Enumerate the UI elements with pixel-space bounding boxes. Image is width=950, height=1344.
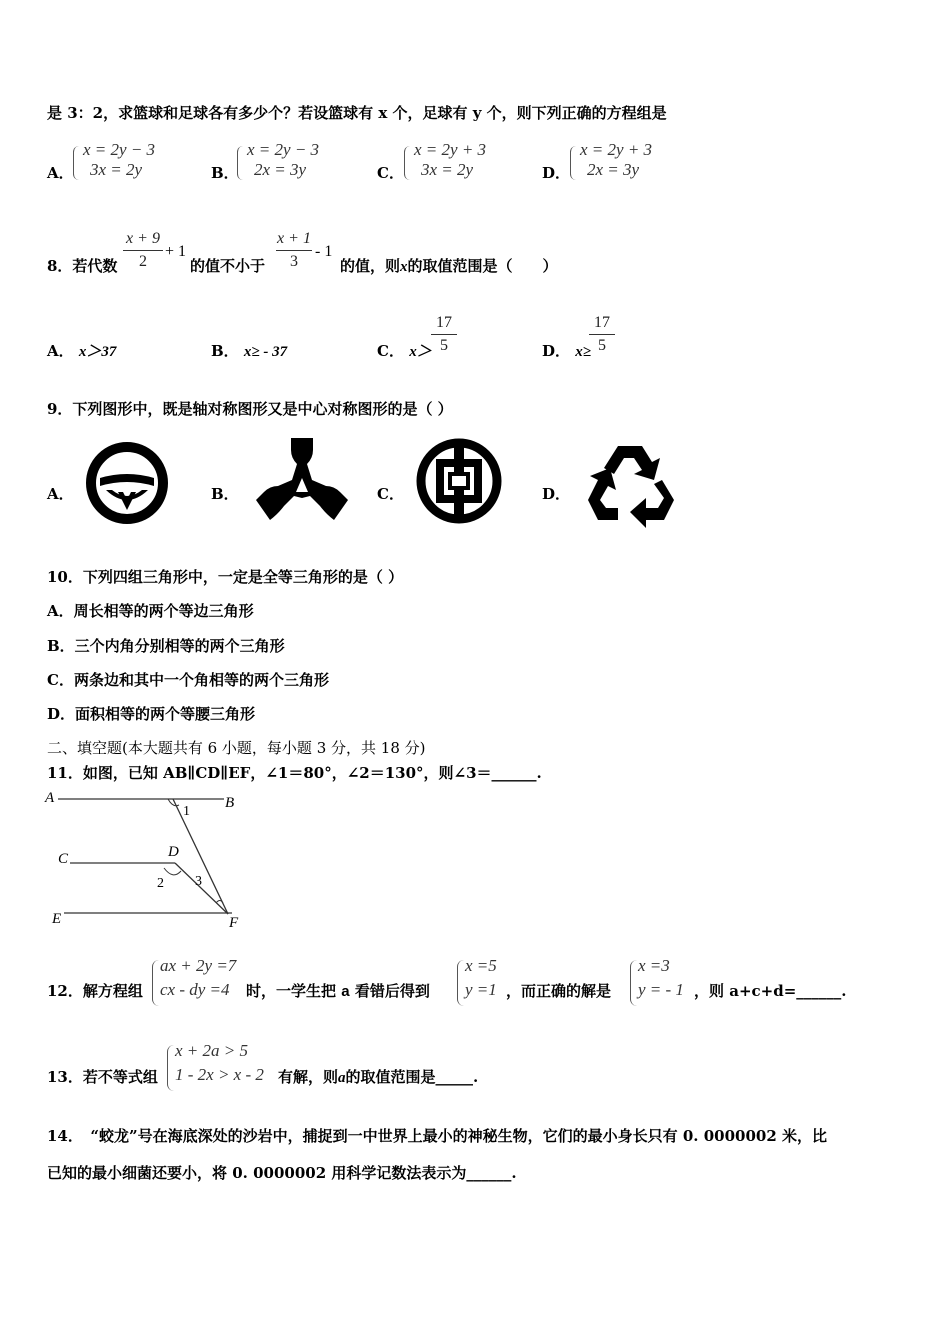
- q11-stem: 11．如图，已知 AB∥CD∥EF，∠1＝80°，∠2＝130°，则∠3＝______.: [47, 764, 542, 782]
- q8-option-b: B． x≥ - 37: [211, 342, 288, 360]
- q8-minus-one: - 1: [315, 243, 333, 260]
- q12-mid1: 时，一学生把 a 看错后得到: [246, 982, 430, 1000]
- section-heading: 二、填空题(本大题共有 6 小题，每小题 3 分，共 18 分): [47, 739, 426, 757]
- q7-b-eq1: x = 2y − 3: [247, 140, 320, 159]
- label-B: B: [225, 795, 235, 811]
- q10-option-a: A．周长相等的两个等边三角形: [47, 602, 254, 620]
- q7-d-eq1: x = 2y + 3: [580, 140, 653, 159]
- label-C: C: [58, 851, 69, 867]
- q9-option-b-label: B．: [211, 485, 239, 503]
- q8-tail: 的值，则x的取值范围是（ ）: [340, 257, 558, 275]
- q8-option-d: D． x≥: [542, 342, 591, 360]
- q7-d-eq2: 2x = 3y: [587, 160, 640, 179]
- q7-option-a-label: A．: [47, 164, 74, 182]
- q12-mid3: ，而正确的解是: [506, 982, 612, 1000]
- q10-option-d: D．面积相等的两个等腰三角形: [47, 705, 256, 723]
- q7-b-eq2: 2x = 3y: [254, 160, 307, 179]
- q7-option-c-label: C．: [377, 164, 404, 182]
- angle-1: 1: [183, 804, 190, 819]
- q8-number: 8．若代数: [47, 257, 118, 275]
- parallel-lines-figure: [40, 786, 255, 931]
- q9-option-a-label: A．: [47, 485, 74, 503]
- q8-option-c-fraction: 17 5: [431, 314, 457, 355]
- q8-fraction-2: x + 1 3: [277, 230, 311, 270]
- q7-stem: 是 3：2，求篮球和足球各有多少个？若设篮球有 x 个，足球有 y 个，则下列正确的方程组是: [47, 104, 667, 122]
- q7-option-d-label: D．: [542, 164, 571, 182]
- q12-number: 12．解方程组: [47, 982, 143, 1000]
- q13-number: 13．若不等式组: [47, 1068, 158, 1086]
- q9-option-c-label: C．: [377, 485, 404, 503]
- q9-option-d-label: D．: [542, 485, 571, 503]
- q14-line-2: 已知的最小细菌还要小，将 0. 0000002 用科学记数法表示为______.: [47, 1164, 517, 1182]
- q13-tail: 有解，则a的取值范围是_____.: [278, 1068, 479, 1086]
- q7-c-eq2: 3x = 2y: [421, 160, 474, 179]
- q7-option-b-label: B．: [211, 164, 239, 182]
- angle-2: 2: [157, 876, 164, 891]
- q8-option-a: A． x＞37: [47, 342, 117, 360]
- label-D: D: [168, 844, 179, 860]
- label-E: E: [52, 911, 62, 927]
- label-F: F: [229, 915, 239, 931]
- q10-stem: 10．下列四组三角形中，一定是全等三角形的是（ ）: [47, 568, 404, 586]
- label-A: A: [45, 790, 55, 806]
- q8-mid-text: 的值不小于: [190, 257, 266, 275]
- q14-line-1: 14． “蛟龙”号在海底深处的沙岩中，捕捉到一中世界上最小的神秘生物，它们的最小身长只有 0. 0000002 米，比: [47, 1127, 828, 1145]
- angle-3: 3: [195, 874, 202, 889]
- q7-a-eq1: x = 2y − 3: [83, 140, 156, 159]
- recycle-icon: [584, 440, 678, 528]
- q8-option-c: C． x＞: [377, 342, 432, 360]
- q9-stem: 9．下列图形中，既是轴对称图形又是中心对称图形的是（ ）: [47, 400, 453, 418]
- q8-fraction-1: x + 9 2: [123, 230, 163, 271]
- q12-tail: ，则 a+c+d=______.: [694, 982, 847, 1000]
- logo-a-icon: [84, 440, 170, 526]
- q10-option-c: C．两条边和其中一个角相等的两个三角形: [47, 671, 329, 689]
- logo-b-icon: [254, 436, 350, 524]
- q8-option-d-fraction: 17 5: [589, 314, 615, 355]
- q7-c-eq1: x = 2y + 3: [414, 140, 487, 159]
- q10-option-b: B．三个内角分别相等的两个三角形: [47, 637, 285, 655]
- q7-a-eq2: 3x = 2y: [90, 160, 143, 179]
- logo-c-icon: [414, 436, 504, 526]
- q8-plus-one: + 1: [165, 243, 187, 260]
